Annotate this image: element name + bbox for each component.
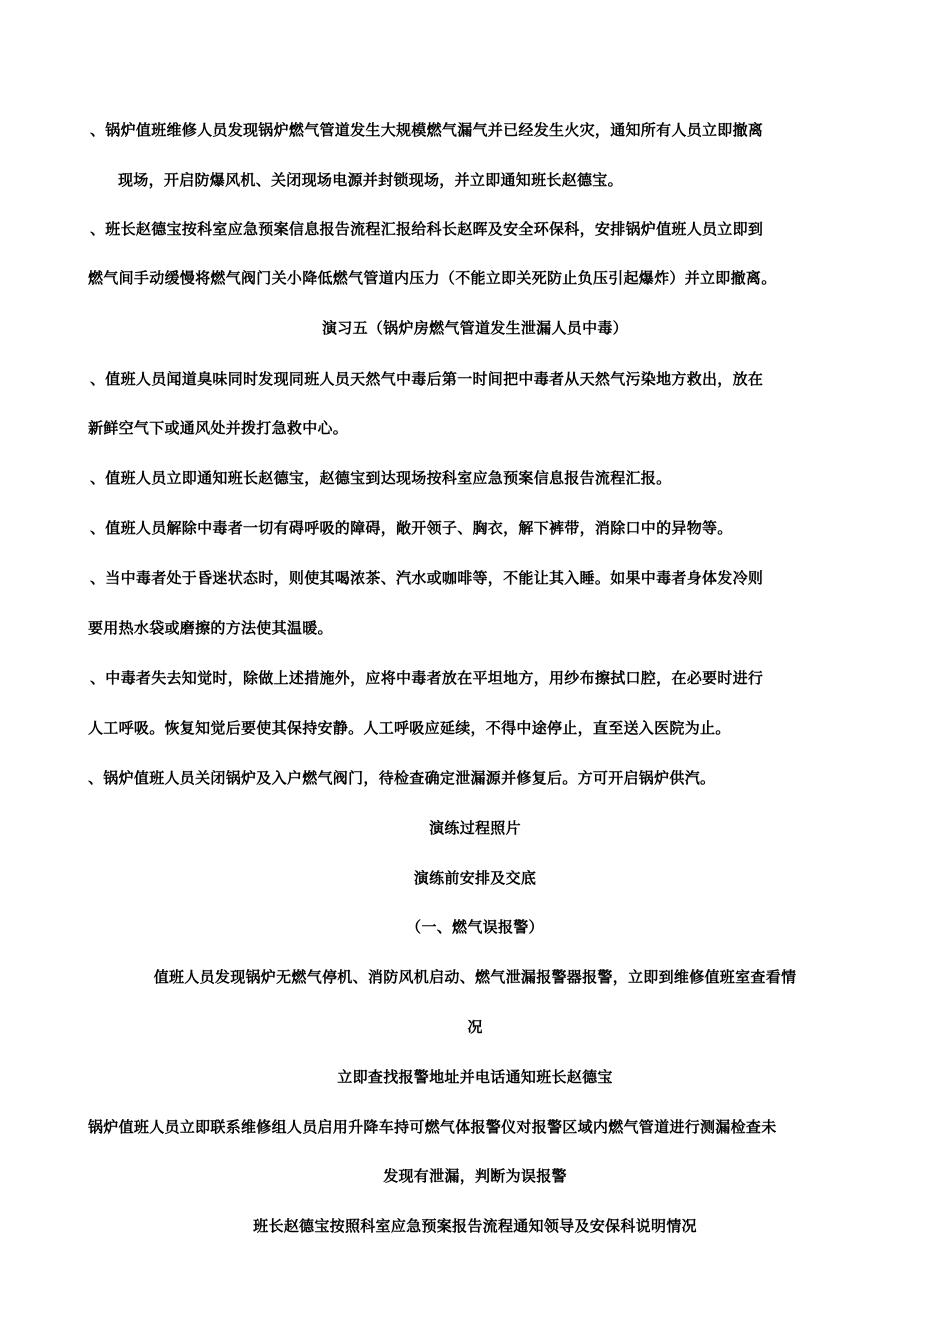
paragraph-coma-line-1: 、当中毒者处于昏迷状态时，则使其喝浓茶、汽水或咖啡等，不能让其入睡。如果中毒者身体发冷则 [90, 569, 764, 587]
paragraph-rescue-line-2: 新鲜空气下或通风处并拨打急救中心。 [88, 419, 349, 437]
heading-false-alarm: （一、燃气误报警） [406, 918, 544, 936]
caption-alarm-discovered-line-1: 值班人员发现锅炉无燃气停机、消防风机启动、燃气泄漏报警器报警，立即到维修值班室查看情 [153, 968, 797, 986]
paragraph-rescue-line-1: 、值班人员闻道臭味同时发现同班人员天然气中毒后第一时间把中毒者从天然气污染地方救出，放在 [90, 370, 764, 388]
paragraph-fire-line-2: 现场，开启防爆风机、关闭现场电源并封锁现场，并立即通知班长赵德宝。 [118, 171, 623, 189]
heading-drill-five: 演习五（锅炉房燃气管道发生泄漏人员中毒） [321, 319, 628, 337]
caption-report-leaders: 班长赵德宝按照科室应急预案报告流程通知领导及安保科说明情况 [253, 1217, 697, 1235]
paragraph-cpr-line-1: 、中毒者失去知觉时，除做上述措施外，应将中毒者放在平坦地方，用纱布擦拭口腔，在必要时进行 [90, 669, 764, 687]
paragraph-remove-obstruction: 、值班人员解除中毒者一切有碍呼吸的障碍，敞开领子、胸衣，解下裤带，消除口中的异物等。 [90, 519, 733, 537]
heading-drill-photos: 演练过程照片 [429, 819, 521, 837]
paragraph-cpr-line-2: 人工呼吸。恢复知觉后要使其保持安静。人工呼吸应延续，不得中途停止，直至送入医院为止。 [88, 719, 731, 737]
paragraph-fire-line-1: 、锅炉值班维修人员发现锅炉燃气管道发生大规模燃气漏气并已经发生火灾，通知所有人员立即撤离 [90, 121, 764, 139]
caption-leak-check-line-1: 锅炉值班人员立即联系维修组人员启用升降车持可燃气体报警仪对报警区域内燃气管道进行测漏检查未 [88, 1118, 777, 1136]
heading-pre-drill-briefing: 演练前安排及交底 [413, 869, 537, 887]
paragraph-report-line-2: 燃气间手动缓慢将燃气阀门关小降低燃气管道内压力（不能立即关死防止负压引起爆炸）并立即撤离。 [88, 269, 777, 287]
caption-leak-check-line-2: 发现有泄漏，判断为误报警 [383, 1167, 567, 1185]
paragraph-report-line-1: 、班长赵德宝按科室应急预案信息报告流程汇报给科长赵晖及安全环保科，安排锅炉值班人员立即到 [90, 220, 764, 238]
caption-alarm-discovered-line-2: 况 [467, 1018, 483, 1036]
paragraph-coma-line-2: 要用热水袋或磨擦的方法使其温暖。 [88, 619, 333, 637]
paragraph-notify: 、值班人员立即通知班长赵德宝，赵德宝到达现场按科室应急预案信息报告流程汇报。 [90, 469, 672, 487]
paragraph-close-valves: 、锅炉值班人员关闭锅炉及入户燃气阀门，待检查确定泄漏源并修复后。方可开启锅炉供汽。 [88, 769, 716, 787]
caption-find-alarm-address: 立即查找报警地址并电话通知班长赵德宝 [337, 1068, 613, 1086]
